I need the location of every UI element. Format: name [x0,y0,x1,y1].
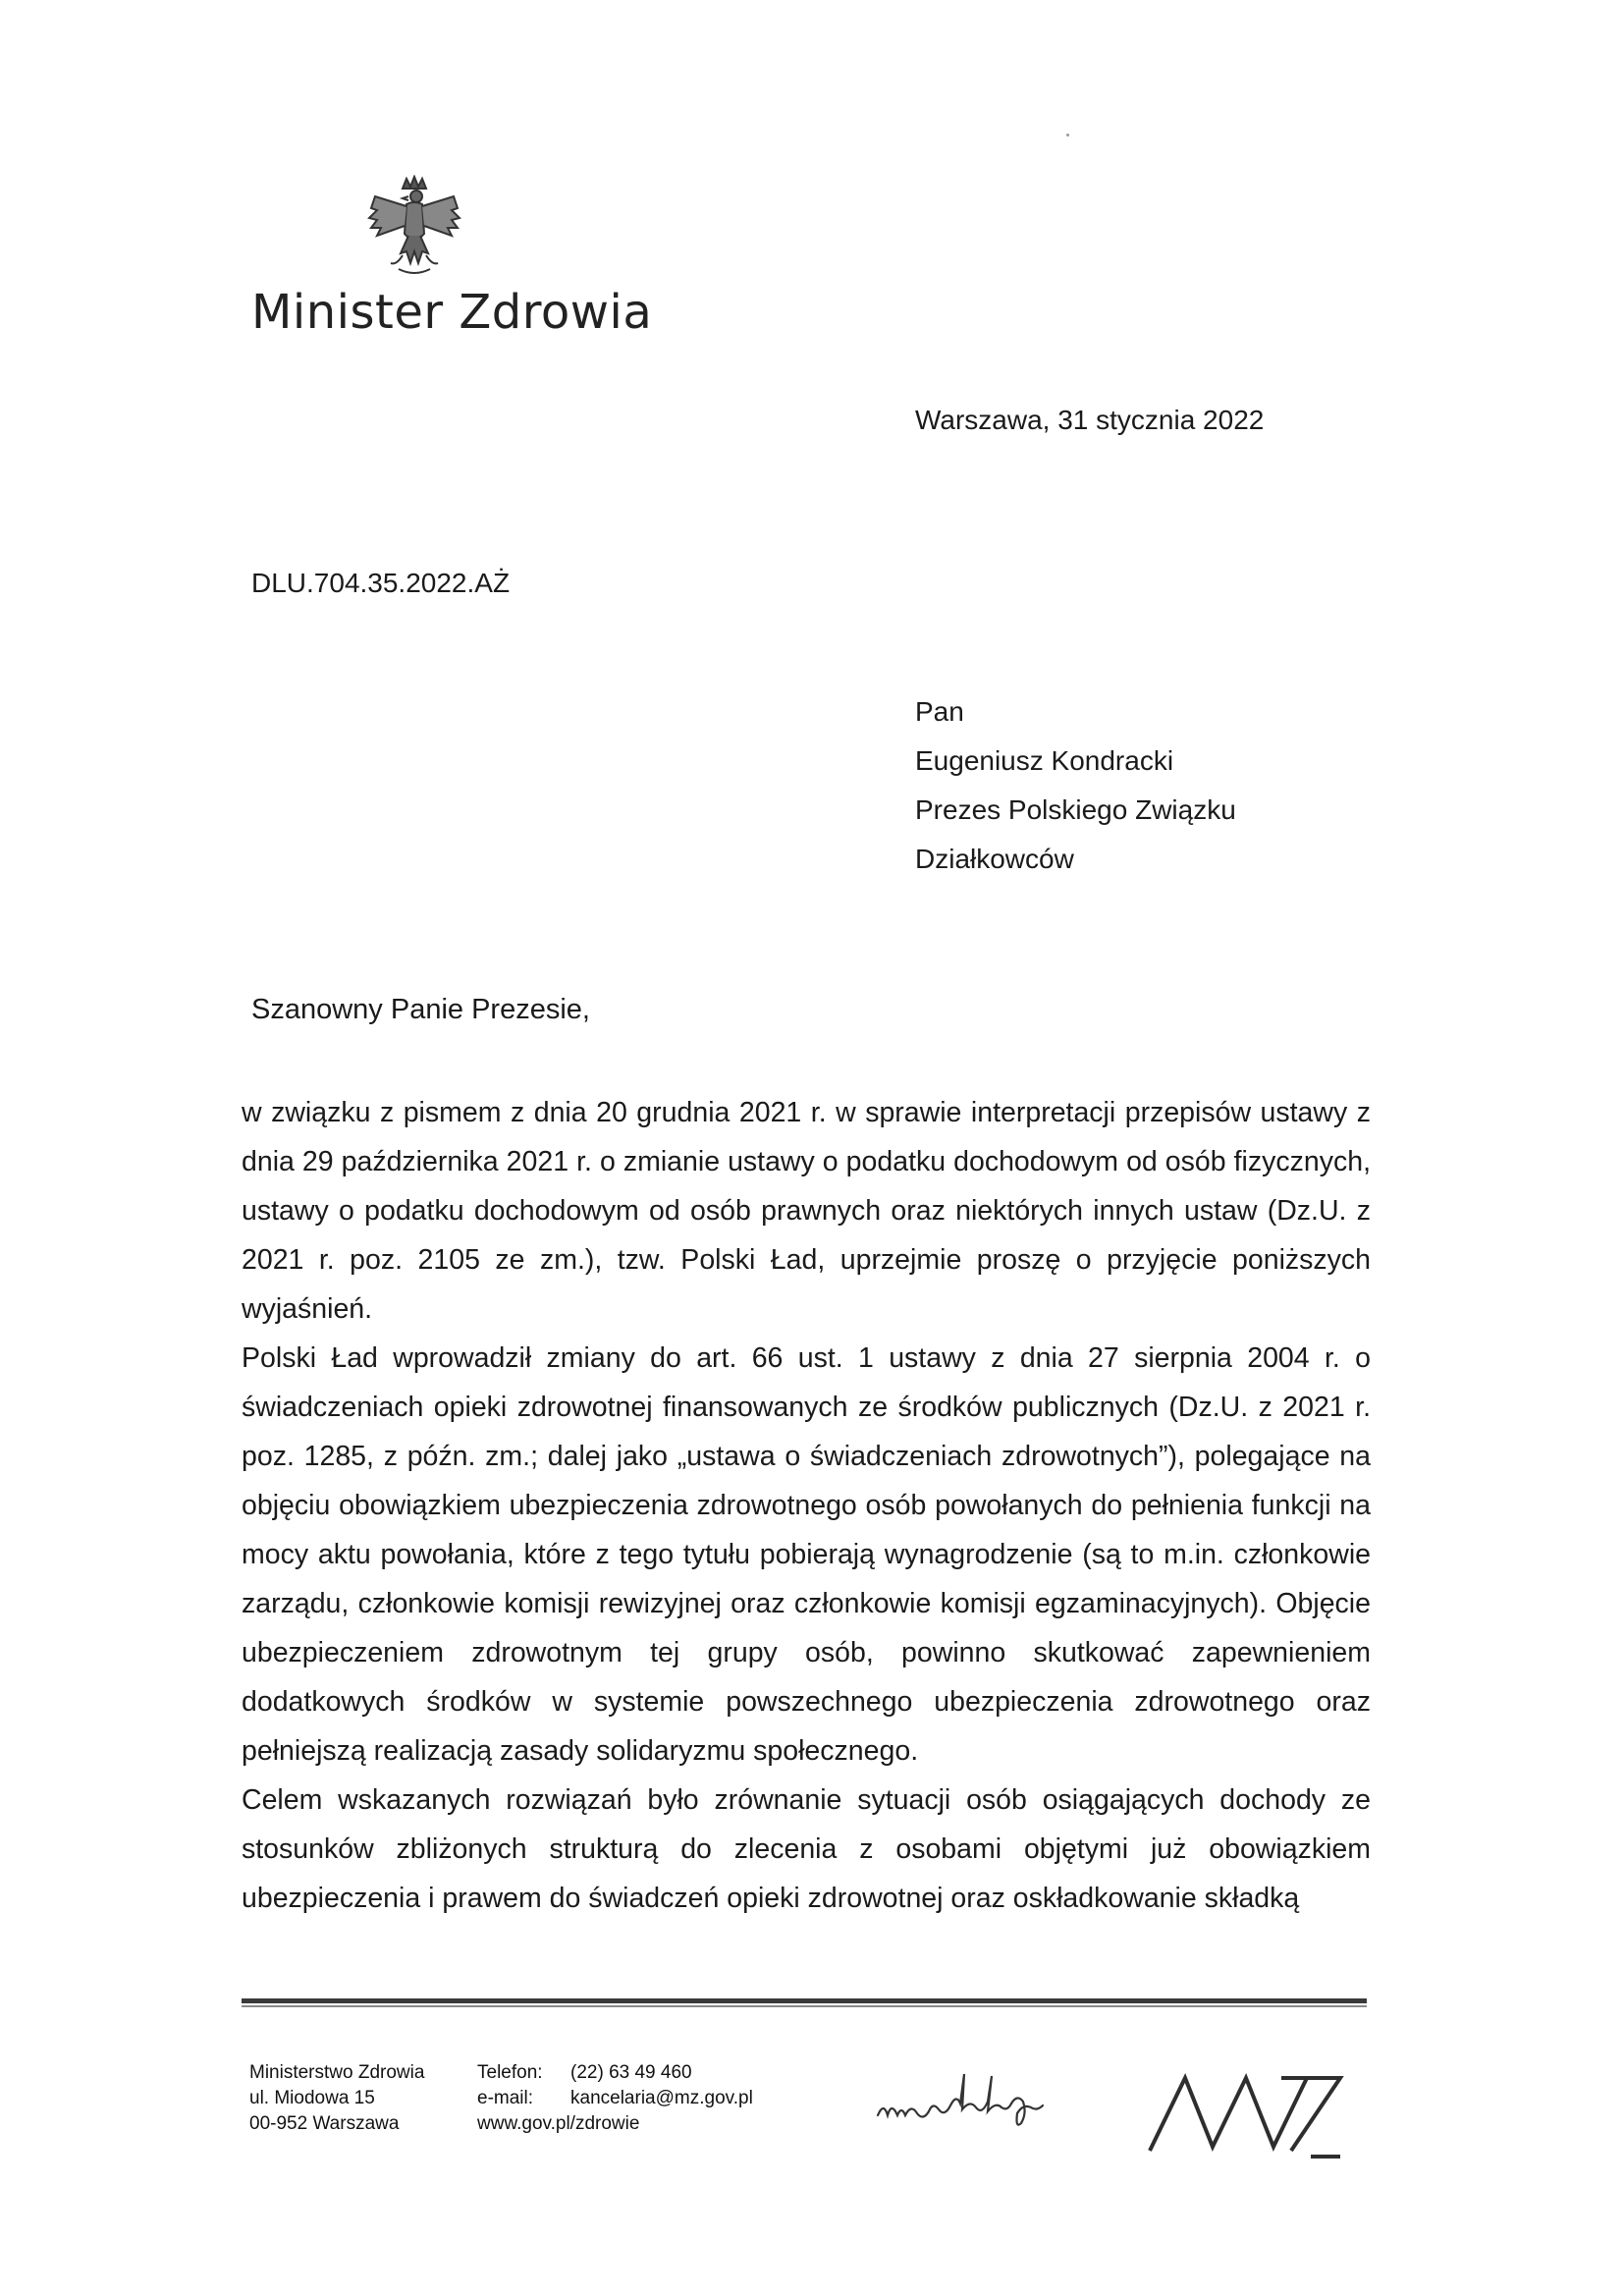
footer-address-line: 00-952 Warszawa [249,2113,400,2134]
letter-date: Warszawa, 31 stycznia 2022 [915,405,1265,435]
addressee-line: Działkowców [915,844,1074,874]
body-paragraph: w związku z pismem z dnia 20 grudnia 2021 r. w sprawie interpretacji przepisów ustawy z dnia 29 października 2021 r. o zmianie ustawy o podatku dochodowym od osób fizycznych, ustawy o podatku dochodowym od osób prawnych oraz niektórych innych ustaw (Dz.U. z 2021 r. poz. 2105 ze zm.), tzw. Polski Ład, uprzejmie proszę o przyjęcie poniższych wyjaśnień. [242,1097,1371,1325]
mz-logo-icon [1144,2060,1350,2168]
addressee-line: Pan [915,696,964,727]
footer-contact [477,2060,753,2137]
letter-body [242,1088,1371,1923]
polish-eagle-emblem-icon [365,175,463,283]
email-label: e-mail: [477,2088,534,2108]
addressee-block [915,687,1236,884]
ministry-title: Minister Zdrowia [251,285,653,340]
footer-email-row [477,2086,753,2111]
addressee-line: Prezes Polskiego Związku [915,794,1236,825]
email-link[interactable]: kancelaria@mz.gov.pl [570,2088,753,2108]
body-paragraph: Celem wskazanych rozwiązań było zrównanie sytuacji osób osiągających dochody ze stosunków zbliżonych strukturą do zlecenia z osobami objętymi już obowiązkiem ubezpieczenia i prawem do świadczeń opieki zdrowotnej oraz oskładkowanie składką [242,1784,1371,1914]
phone-label: Telefon: [477,2062,543,2083]
footer-divider [242,2005,1367,2007]
footer-phone-row [477,2060,753,2086]
niepodlegla-script-icon [874,2072,1110,2141]
footer-address-line: Ministerstwo Zdrowia [249,2062,425,2083]
footer-address [249,2060,424,2137]
scan-dot [1066,134,1069,137]
addressee-name: Eugeniusz Kondracki [915,745,1174,776]
salutation: Szanowny Panie Prezesie, [251,994,590,1025]
reference-number: DLU.704.35.2022.AŻ [251,568,511,598]
footer-divider [242,1998,1367,2003]
website-link[interactable]: www.gov.pl/zdrowie [477,2113,640,2134]
footer-address-line: ul. Miodowa 15 [249,2088,375,2108]
body-paragraph: Polski Ład wprowadził zmiany do art. 66 ust. 1 ustawy z dnia 27 sierpnia 2004 r. o świadczeniach opieki zdrowotnej finansowanych ze środków publicznych (Dz.U. z 2021 r. poz. 1285, z późn. zm.; dalej jako „ustawa o świadczeniach zdrowotnych”), polegające na objęciu obowiązkiem ubezpieczenia zdrowotnego osób powołanych do pełnienia funkcji na mocy aktu powołania, które z tego tytułu pobierają wynagrodzenie (są to m.in. członkowie zarządu, członkowie komisji rewizyjnej oraz członkowie komisji egzaminacyjnych). Objęcie ubezpieczeniem zdrowotnym tej grupy osób, powinno skutkować zapewnieniem dodatkowych środków w systemie powszechnego ubezpieczenia zdrowotnego oraz pełniejszą realizacją zasady solidaryzmu społecznego. [242,1342,1371,1767]
phone-number: (22) 63 49 460 [570,2062,692,2083]
